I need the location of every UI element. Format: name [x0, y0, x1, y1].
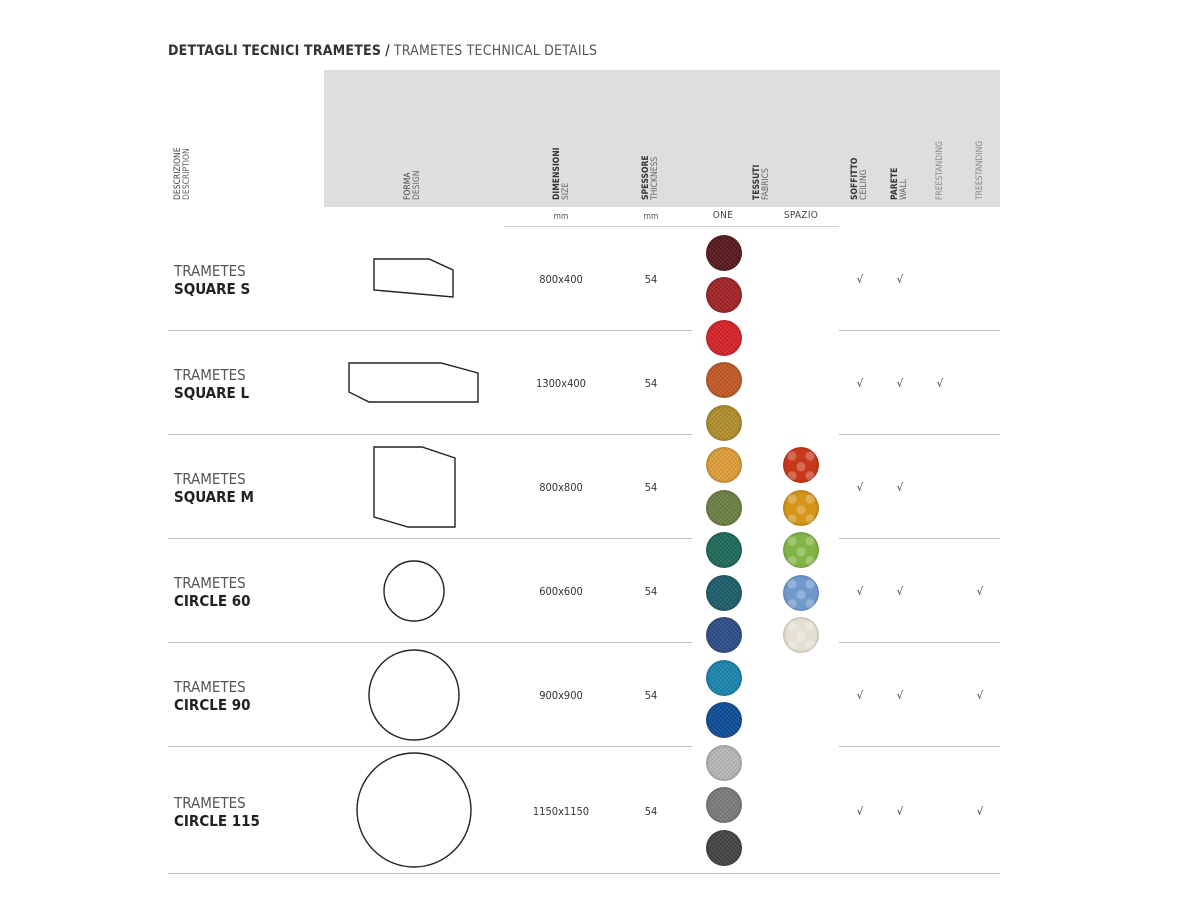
ceiling-en: CEILING: [859, 169, 869, 200]
fabric-swatch[interactable]: [706, 787, 742, 823]
treestanding-check: √: [976, 585, 984, 598]
fabric-swatch[interactable]: [706, 745, 742, 781]
column-header-ceiling: [851, 158, 869, 200]
unit-divider: [504, 226, 839, 227]
treestanding-label: TREESTANDING: [975, 140, 985, 200]
table-row: [174, 574, 251, 610]
column-header-thickness: [642, 155, 660, 200]
fabrics-en: FABRICS: [761, 168, 771, 200]
column-header-description: [174, 147, 192, 200]
row-divider: [168, 330, 692, 331]
table-row: [174, 678, 251, 714]
thickness-en: THICKNESS: [650, 156, 660, 200]
ceiling-check: √: [856, 377, 864, 390]
column-header-design: [404, 171, 422, 200]
title-italian: DETTAGLI TECNICI TRAMETES: [168, 43, 382, 59]
fabric-swatch[interactable]: [783, 532, 819, 568]
fabric-swatch[interactable]: [706, 405, 742, 441]
size-unit: mm: [553, 212, 569, 222]
row-divider: [839, 538, 1000, 539]
row-divider: [839, 746, 1000, 747]
product-model: SQUARE S: [174, 280, 251, 298]
fabric-swatch[interactable]: [706, 447, 742, 483]
square-m-shape-icon: [372, 445, 458, 531]
product-family: TRAMETES: [174, 470, 246, 488]
freestanding-label: FREESTANDING: [935, 141, 945, 200]
fabric-swatch[interactable]: [706, 660, 742, 696]
product-model: SQUARE L: [174, 384, 250, 402]
column-header-wall: [891, 168, 909, 200]
wall-check: √: [896, 689, 904, 702]
product-family: TRAMETES: [174, 262, 246, 280]
fabric-swatch[interactable]: [706, 490, 742, 526]
ceiling-check: √: [856, 805, 864, 818]
wall-it: PARETE: [890, 167, 900, 200]
fabric-swatch[interactable]: [783, 617, 819, 653]
thickness-value: 54: [644, 481, 658, 494]
thickness-unit: mm: [643, 212, 659, 222]
product-model: SQUARE M: [174, 488, 254, 506]
fabric-swatch[interactable]: [783, 575, 819, 611]
fabric-swatch[interactable]: [706, 575, 742, 611]
square-s-shape-icon: [372, 256, 456, 300]
column-header-treestanding: [976, 141, 985, 200]
page-title: [168, 43, 597, 59]
product-model: CIRCLE 90: [174, 696, 251, 714]
title-english: TRAMETES TECHNICAL DETAILS: [393, 43, 598, 59]
fabric-swatch[interactable]: [706, 362, 742, 398]
product-model: CIRCLE 115: [174, 812, 260, 830]
table-bottom-line: [168, 873, 1000, 874]
row-divider: [168, 434, 692, 435]
fabric-swatch[interactable]: [706, 320, 742, 356]
ceiling-it: SOFFITTO: [850, 157, 860, 200]
fabric-swatch[interactable]: [706, 277, 742, 313]
table-row: [174, 262, 250, 298]
product-family: TRAMETES: [174, 366, 246, 384]
size-it: DIMENSIONI: [552, 147, 562, 200]
fabric-swatch[interactable]: [783, 447, 819, 483]
wall-check: √: [896, 585, 904, 598]
thickness-value: 54: [644, 805, 658, 818]
thickness-value: 54: [644, 273, 658, 286]
fabric-swatch[interactable]: [706, 532, 742, 568]
table-row: [174, 794, 260, 830]
ceiling-check: √: [856, 585, 864, 598]
ceiling-check: √: [856, 689, 864, 702]
fabric-swatch[interactable]: [706, 235, 742, 271]
table-row: [174, 366, 249, 402]
fabrics-it: TESSUTI: [752, 164, 762, 200]
wall-check: √: [896, 273, 904, 286]
fabric-swatch[interactable]: [783, 490, 819, 526]
row-divider: [168, 538, 692, 539]
wall-en: WALL: [899, 179, 909, 200]
size-value: 1150x1150: [532, 805, 590, 818]
design-it: FORMA: [403, 172, 413, 200]
size-value: 800x400: [539, 273, 583, 286]
column-header-fabrics: [753, 165, 771, 200]
thickness-value: 54: [644, 689, 658, 702]
column-header-freestanding: [936, 141, 945, 200]
freestanding-check: √: [936, 377, 944, 390]
title-separator: /: [385, 43, 390, 59]
description-en: DESCRIPTION: [182, 148, 192, 200]
circle-60-shape-icon: [382, 560, 446, 624]
row-divider: [168, 746, 692, 747]
thickness-value: 54: [644, 585, 658, 598]
row-divider: [168, 642, 692, 643]
circle-90-shape-icon: [367, 648, 461, 742]
row-divider: [839, 642, 1000, 643]
wall-check: √: [896, 377, 904, 390]
ceiling-check: √: [856, 273, 864, 286]
product-model: CIRCLE 60: [174, 592, 251, 610]
table-row: [174, 470, 254, 506]
size-value: 600x600: [539, 585, 583, 598]
size-value: 1300x400: [536, 377, 586, 390]
fabric-spazio-label: SPAZIO: [783, 210, 819, 221]
wall-check: √: [896, 805, 904, 818]
wall-check: √: [896, 481, 904, 494]
fabric-one-label: ONE: [712, 210, 734, 221]
thickness-value: 54: [644, 377, 658, 390]
circle-115-shape-icon: [354, 751, 474, 871]
thickness-it: SPESSORE: [641, 155, 651, 200]
treestanding-check: √: [976, 805, 984, 818]
treestanding-check: √: [976, 689, 984, 702]
fabric-swatch[interactable]: [706, 830, 742, 866]
size-value: 800x800: [539, 481, 583, 494]
product-family: TRAMETES: [174, 794, 246, 812]
square-l-shape-icon: [347, 360, 482, 406]
design-en: DESIGN: [412, 170, 422, 200]
size-en: SIZE: [561, 182, 571, 200]
column-header-size: [553, 147, 571, 200]
description-it: DESCRIZIONE: [173, 147, 183, 200]
fabric-swatch[interactable]: [706, 617, 742, 653]
fabric-swatch[interactable]: [706, 702, 742, 738]
row-divider: [839, 330, 1000, 331]
product-family: TRAMETES: [174, 678, 246, 696]
product-family: TRAMETES: [174, 574, 246, 592]
ceiling-check: √: [856, 481, 864, 494]
row-divider: [839, 434, 1000, 435]
size-value: 900x900: [539, 689, 583, 702]
